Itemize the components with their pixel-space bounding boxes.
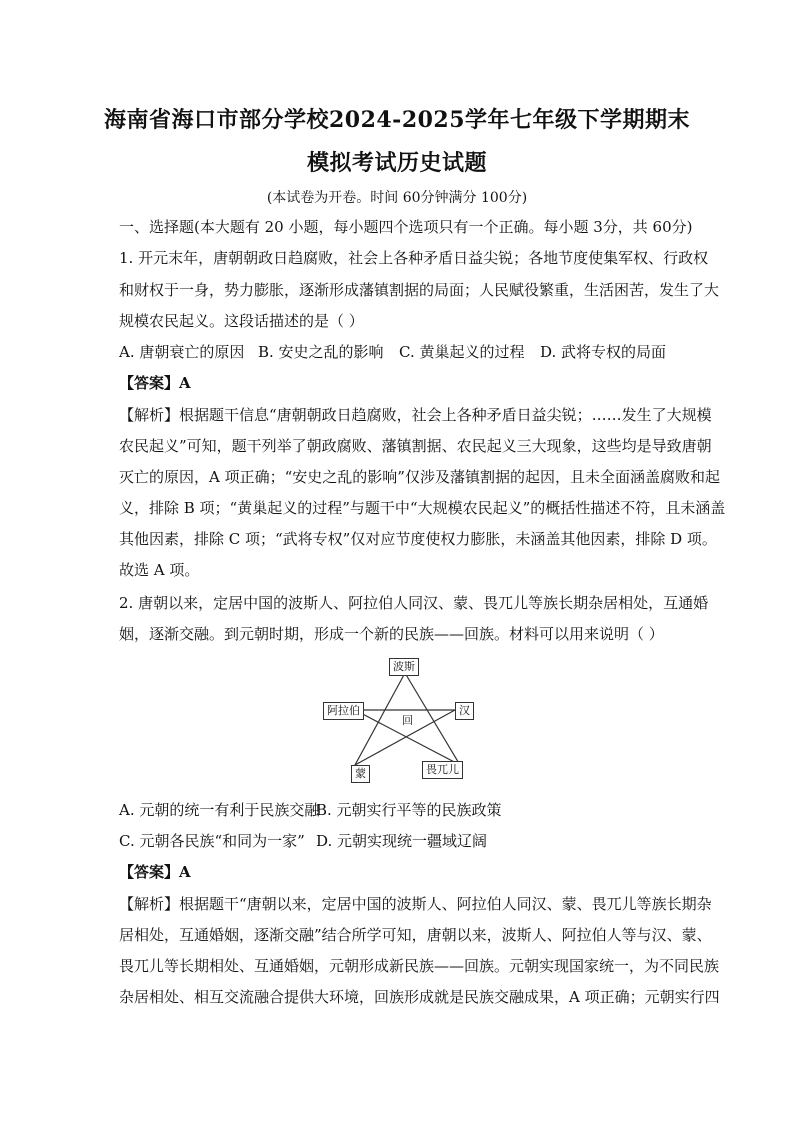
node-mongol: 蒙 (351, 765, 370, 783)
q2-analysis-line1: 【解析】根据题干“唐朝以来，定居中国的波斯人、阿拉伯人同汉、蒙、畏兀儿等族长期杂 (119, 895, 712, 913)
q1-options (119, 342, 679, 362)
q1-stem-line2: 和财权于一身，势力膨胀，逐渐形成藩镇割据的局面；人民赋役繁重，生活困苦，发生了大 (119, 281, 720, 299)
q2-answer: 【答案】A (119, 863, 191, 881)
q2-option-a: A. 元朝的统一有利于民族交融 (119, 801, 320, 819)
q1-option-c: C. 黄巢起义的过程 (399, 343, 525, 361)
exam-info: (本试卷为开卷。时间 60分钟满分 100分) (266, 190, 528, 206)
q1-answer: 【答案】A (119, 374, 191, 392)
node-persia: 波斯 (389, 658, 419, 676)
q2-option-d: D. 元朝实现统一疆域辽阔 (316, 832, 488, 850)
node-arab: 阿拉伯 (323, 702, 364, 720)
q2-options-row1 (119, 800, 679, 820)
exam-title-line1: 海南省海口市部分学校2024-2025学年七年级下学期期末 (103, 107, 691, 133)
q2-options-row2 (119, 831, 679, 851)
q2-analysis-line2: 居相处，互通婚姻，逐渐交融”结合所学可知，唐朝以来，波斯人、阿拉伯人等与汉、蒙、 (119, 926, 712, 944)
q2-analysis-line4: 杂居相处、相互交流融合提供大环境，回族形成就是民族交融成果，A 项正确；元朝实行四 (119, 988, 720, 1006)
q2-analysis-line3: 畏兀儿等长期相处、互通婚姻，元朝形成新民族——回族。元朝实现国家统一，为不同民族 (119, 957, 720, 975)
q2-option-c: C. 元朝各民族“和同为一家” (119, 832, 305, 850)
q2-stem-line2: 姻，逐渐交融。到元朝时期，形成一个新的民族——回族。材料可以用来说明（ ） (119, 625, 664, 643)
section-heading: 一、选择题(本大题有 20 小题，每小题四个选项只有一个正确。每小题 3分，共 60分) (119, 218, 693, 236)
exam-title-line2: 模拟考试历史试题 (306, 150, 487, 176)
q2-stem-line1: 2. 唐朝以来，定居中国的波斯人、阿拉伯人同汉、蒙、畏兀儿等族长期杂居相处，互通婚 (119, 594, 709, 612)
q1-analysis-line1: 【解析】根据题干信息“唐朝朝政日趋腐败，社会上各种矛盾日益尖锐；……发生了大规模 (119, 406, 712, 424)
q2-option-b: B. 元朝实行平等的民族政策 (316, 801, 502, 819)
q1-analysis-line5: 其他因素，排除 C 项；“武将专权”仅对应节度使权力膨胀，未涵盖其他因素，排除 D 项。 (119, 530, 717, 548)
node-uyghur: 畏兀儿 (422, 761, 463, 779)
q1-option-a: A. 唐朝衰亡的原因 (119, 343, 245, 361)
q1-stem-line1: 1. 开元末年，唐朝朝政日趋腐败，社会上各种矛盾日益尖锐；各地节度使集军权、行政权 (119, 249, 709, 267)
q1-analysis-line6: 故选 A 项。 (119, 561, 200, 579)
q1-analysis-line3: 灭亡的原因，A 项正确；“安史之乱的影响”仅涉及藩镇割据的起因，且未全面涵盖腐败和起 (119, 468, 720, 486)
q1-option-b: B. 安史之乱的影响 (258, 343, 384, 361)
node-hui-center: 回 (402, 714, 413, 727)
ethnic-fusion-diagram (315, 655, 480, 783)
q1-option-d: D. 武将专权的局面 (540, 343, 667, 361)
q1-stem-line3: 规模农民起义。这段话描述的是（ ） (119, 312, 364, 330)
node-han: 汉 (455, 702, 474, 720)
q1-analysis-line4: 义，排除 B 项；“黄巢起义的过程”与题干中“大规模农民起义”的概括性描述不符，且未涵盖 (119, 499, 726, 517)
q1-analysis-line2: 农民起义”可知，题干列举了朝政腐败、藩镇割据、农民起义三大现象，这些均是导致唐朝 (119, 437, 712, 455)
